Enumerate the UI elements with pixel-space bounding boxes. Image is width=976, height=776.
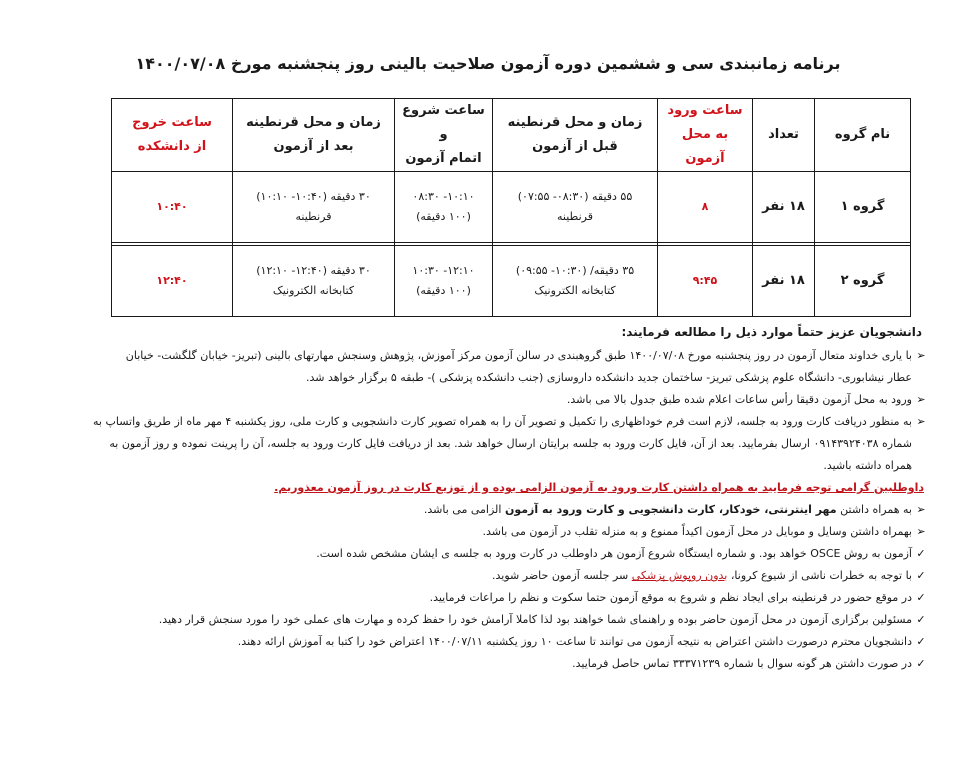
note-text-bold: مهر اینترنتی، خودکار، کارت دانشجویی و کارت ورود به آزمون [504, 503, 837, 516]
note-item [38, 565, 928, 587]
note-text: عطار نیشابوری- دانشگاه علوم پزشکی تبریز- ساختمان جدید دانشکده داروسازی (جنب دانشکده پزشکی )- طبقه ۵ برگزار خواهد شد. [305, 371, 912, 384]
note-text: دانشجویان محترم درصورت داشتن اعتراض به نتیجه آزمون می توانند تا ساعت ۱۰ روز یکشنبه ۱۴۰۰/۰۷/۱۱ اعتراض خود را کتبا به آموزش ارائه دهند. [237, 635, 912, 648]
cell-entry-time: ۹:۴۵ [658, 246, 753, 317]
note-text: شماره ۰۹۱۴۳۹۲۴۰۳۸ ارسال بفرمایید. بعد از آن، فایل کارت ورود به جلسه برایتان ارسال خواهد شد. بعد از دریافت فایل کارت ورود به جلسه، آن را پرینت نموده و روز آزمون به [109, 437, 912, 450]
notes-section [38, 325, 928, 675]
note-item [38, 609, 928, 631]
cell-exam-time: ۱۰:۱۰- ۰۸:۳۰ (۱۰۰ دقیقه) [395, 172, 493, 243]
header-quarantine-before: زمان و محل قرنطینه قبل از آزمون [493, 99, 658, 172]
note-item [38, 653, 928, 675]
note-item [38, 521, 928, 543]
table-row [112, 172, 911, 243]
note-text: در موقع حضور در قرنطینه برای ایجاد نظم و شروع به موقع آزمون حتما سکوت و نظم را مراعات فرمایید. [429, 591, 912, 604]
note-text: همراه داشته باشید. [823, 459, 912, 472]
cell-exam-time: ۱۲:۱۰- ۱۰:۳۰ (۱۰۰ دقیقه) [395, 246, 493, 317]
cell-quarantine-after: ۳۰ دقیقه (۱۰:۴۰- ۱۰:۱۰) قرنطینه [233, 172, 395, 243]
cell-count: ۱۸ نفر [753, 246, 815, 317]
cell-exit-time: ۱۰:۴۰ [112, 172, 233, 243]
note-text: با توجه به خطرات ناشی از شیوع کرونا، [727, 569, 912, 582]
note-text-underlined: بدون روپوش پزشکی [631, 569, 728, 582]
table-row [112, 246, 911, 317]
cell-quarantine-before: ۵۵ دقیقه (۰۸:۳۰- ۰۷:۵۵) قرنطینه [493, 172, 658, 243]
check-bullet-icon: ✓ [916, 657, 926, 670]
note-item [38, 587, 928, 609]
note-text: الزامی می باشد. [423, 503, 505, 516]
arrow-bullet-icon: ➢ [916, 525, 926, 538]
check-bullet-icon: ✓ [916, 613, 926, 626]
note-text: سر جلسه آزمون حاضر شوید. [492, 569, 632, 582]
header-quarantine-after: زمان و محل قرنطینه بعد از آزمون [233, 99, 395, 172]
check-bullet-icon: ✓ [916, 547, 926, 560]
arrow-bullet-icon: ➢ [916, 393, 926, 406]
cell-entry-time: ۸ [658, 172, 753, 243]
arrow-bullet-icon: ➢ [916, 415, 926, 428]
note-text: به منظور دریافت کارت ورود به جلسه، لازم است فرم خوداظهاری را تکمیل و تصویر آن را به همراه تصویر کارت دانشجویی و کارت ملی، روز یکشنبه ۴ مهر ماه از طریق واتساپ به [93, 415, 912, 428]
header-group: نام گروه [815, 99, 911, 172]
check-bullet-icon: ✓ [916, 635, 926, 648]
page-title: برنامه زمانبندی سی و ششمین دوره آزمون صلاحیت بالینی روز پنجشنبه مورخ ۱۴۰۰/۰۷/۰۸ [135, 54, 841, 73]
arrow-bullet-icon: ➢ [916, 349, 926, 362]
note-item [38, 411, 928, 477]
cell-group: گروه ۱ [815, 172, 911, 243]
note-item [38, 631, 928, 653]
note-text: با یاری خداوند متعال آزمون در روز پنجشنبه مورخ ۱۴۰۰/۰۷/۰۸ طبق گروهبندی در سالن آزمون مرکز آموزش، پژوهش وسنجش مهارتهای بالینی (تبریز- خیابان گلگشت- خیابان [125, 349, 912, 362]
header-entry-time: ساعت ورود به محل آزمون [658, 99, 753, 172]
arrow-bullet-icon: ➢ [916, 503, 926, 516]
note-item [38, 389, 928, 411]
cell-quarantine-before: ۳۵ دقیقه/ (۱۰:۳۰- ۰۹:۵۵) کتابخانه الکترونیک [493, 246, 658, 317]
schedule-table [111, 98, 911, 317]
note-text: ورود به محل آزمون دقیقا رأس ساعات اعلام شده طبق جدول بالا می باشد. [566, 393, 912, 406]
check-bullet-icon: ✓ [916, 591, 926, 604]
warning-notice: داوطلبین گرامی توجه فرمایید به همراه داشتن کارت ورود به آزمون الزامی بوده و از توزیع کارت در روز آزمون معذوریم. [274, 481, 924, 494]
note-text: آزمون به روش OSCE خواهد بود. و شماره ایستگاه شروع آزمون هر داوطلب در کارت ورود به جلسه ی ایشان مشخص شده است. [316, 547, 912, 560]
header-exam-time: ساعت شروع و اتمام آزمون [395, 99, 493, 172]
note-text: مسئولین برگزاری آزمون در محل آزمون حاضر بوده و راهنمای شما خواهند بود لذا کاملا آرامش خود را حفظ کرده و مهارت های عملی خود را مورد سنجش قرار دهید. [158, 613, 912, 626]
note-item [38, 499, 928, 521]
table-header-row [112, 99, 911, 172]
cell-quarantine-after: ۳۰ دقیقه (۱۲:۴۰- ۱۲:۱۰) کتابخانه الکترونیک [233, 246, 395, 317]
note-text: در صورت داشتن هر گونه سوال با شماره ۳۳۳۷۱۲۳۹ تماس حاصل فرمایید. [572, 657, 912, 670]
cell-count: ۱۸ نفر [753, 172, 815, 243]
check-bullet-icon: ✓ [916, 569, 926, 582]
cell-group: گروه ۲ [815, 246, 911, 317]
notes-heading: دانشجویان عزیز حتماً موارد ذیل را مطالعه فرمایند: [621, 325, 922, 339]
note-text: بهمراه داشتن وسایل و موبایل در محل آزمون اکیداً ممنوع و به منزله تقلب در آزمون می باشد. [482, 525, 912, 538]
note-item [38, 345, 928, 389]
note-item [38, 543, 928, 565]
note-text: به همراه داشتن [836, 503, 912, 516]
cell-exit-time: ۱۲:۴۰ [112, 246, 233, 317]
header-exit-time: ساعت خروج از دانشکده [112, 99, 233, 172]
header-count: تعداد [753, 99, 815, 172]
